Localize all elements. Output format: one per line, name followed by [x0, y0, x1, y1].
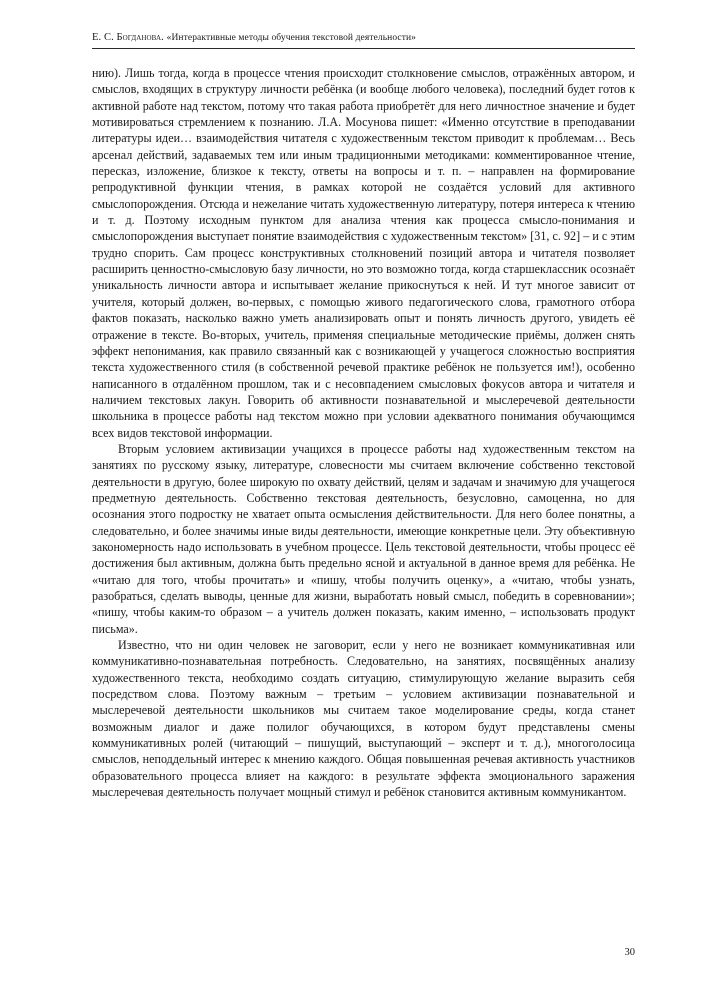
running-head: [92, 32, 635, 48]
running-head-author: Е. С. Богданова.: [92, 32, 164, 43]
body-text: [92, 65, 635, 800]
paragraph: нию). Лишь тогда, когда в процессе чтения происходит столкновение смыслов, отражённых автором, и смыслов, входящих в структуру личности ребёнка (и вообще любого человека), последний будет готов к активной работе над текстом, потому что такая работа приобретёт для него личностное значение и будет мотивироваться стремлением к познанию. Л.А. Мосунова пишет: «Именно отсутствие в преподавании литературы идеи… взаимодействия читателя с художественным текстом приводит к проблемам… Весь арсенал действий, задаваемых тем или иным традиционными методиками: комментированное чтение, пересказ, изложение, близкое к тексту, ответы на вопросы и т. п. – направлен на формирование репродуктивной функции чтения, в рамках которой не создаётся условий для активного смыслопорождения. Отсюда и нежелание читать художественную литературу, потеря интереса к чтению и т. д. Поэтому исходным пунктом для анализа чтения как процесса смысло-понимания и смыслопорождения выступает понятие взаимодействия с художественным текстом» [31, с. 92] – и с этим трудно спорить. Сам процесс конструктивных столкновений позиций автора и читателя позволяет расширить ценностно-смысловую базу личности, но это возможно тогда, когда старшеклассник осознаёт уникальность личности автора и испытывает желание прикоснуться к ней. И тут многое зависит от учителя, который должен, во-первых, с помощью живого педагогического слова, грамотного отбора фактов показать, насколько важно уметь анализировать опыт и понять личность другого, увидеть её отражение в тексте. Во-вторых, учитель, применяя специальные методические приёмы, должен снять эффект непонимания, как правило связанный как с возникающей у учащегося сложностью восприятия текста художественного стиля (в собственной речевой практике ребёнок не пользуется им!), особенно написанного в отдалённом прошлом, так и с несовпадением смысловых фокусов автора и читателя и наличием текстовых лакун. Говорить об активности познавательной и мыслеречевой деятельности школьника в процессе работы над текстом можно при условии адекватного понимания обучающимся всех видов текстовой информации.: [92, 66, 635, 440]
page-number: 30: [624, 947, 635, 958]
paragraph: Известно, что ни один человек не заговорит, если у него не возникает коммуникативная или коммуникативно-познавательная потребность. Следовательно, на занятиях, посвящённых анализу художественного текста, необходимо создать ситуацию, стимулирующую желание выразить себя посредством слова. Поэтому важным – третьим – условием активизации познавательной и мыслеречевой деятельности школьников мы считаем такое моделирование среды, когда станет возможным диалог и даже полилог обучающихся, в котором будут представлены смены коммуникативных ролей (читающий – пишущий, выступающий – эксперт и т. д.), многоголосица смыслов, неподдельный интерес к мнению каждого. Общая повышенная речевая активность участников образовательного процесса влияет на каждого: в результате эффекта эмоционального заражения мыслеречевая деятельность получает мощный стимул и ребёнок становится активным коммуникантом.: [92, 638, 635, 800]
running-head-title: «Интерактивные методы обучения текстовой деятельности»: [166, 33, 417, 43]
header-divider: [92, 48, 635, 49]
paragraph: Вторым условием активизации учащихся в процессе работы над художественным текстом на занятиях по русскому языку, литературе, словесности мы считаем включение собственно текстовой деятельности в другую, более широкую по охвату действий, целям и задачам и значимую для учащегося предметную деятельность. Собственно текстовая деятельность, безусловно, самоценна, но для осознания этого подростку не хватает опыта осмысления действительности. Для него более понятны, а следовательно, и более значимы иные виды деятельности, имеющие конкретные цели. Эту объективную закономерность надо использовать в учебном процессе. Цель текстовой деятельности, чтобы процесс её достижения был активным, должна быть предельно ясной и актуальной в данное время для ребёнка. Не «читаю для того, чтобы прочитать» и «пишу, чтобы получить оценку», а «читаю, чтобы узнать, разобраться, сделать выводы, ценные для жизни, выработать новый смысл, победить в соревновании»; «пишу, чтобы каким-то образом – а учитель должен показать, каким именно, – использовать продукт письма».: [92, 441, 635, 636]
